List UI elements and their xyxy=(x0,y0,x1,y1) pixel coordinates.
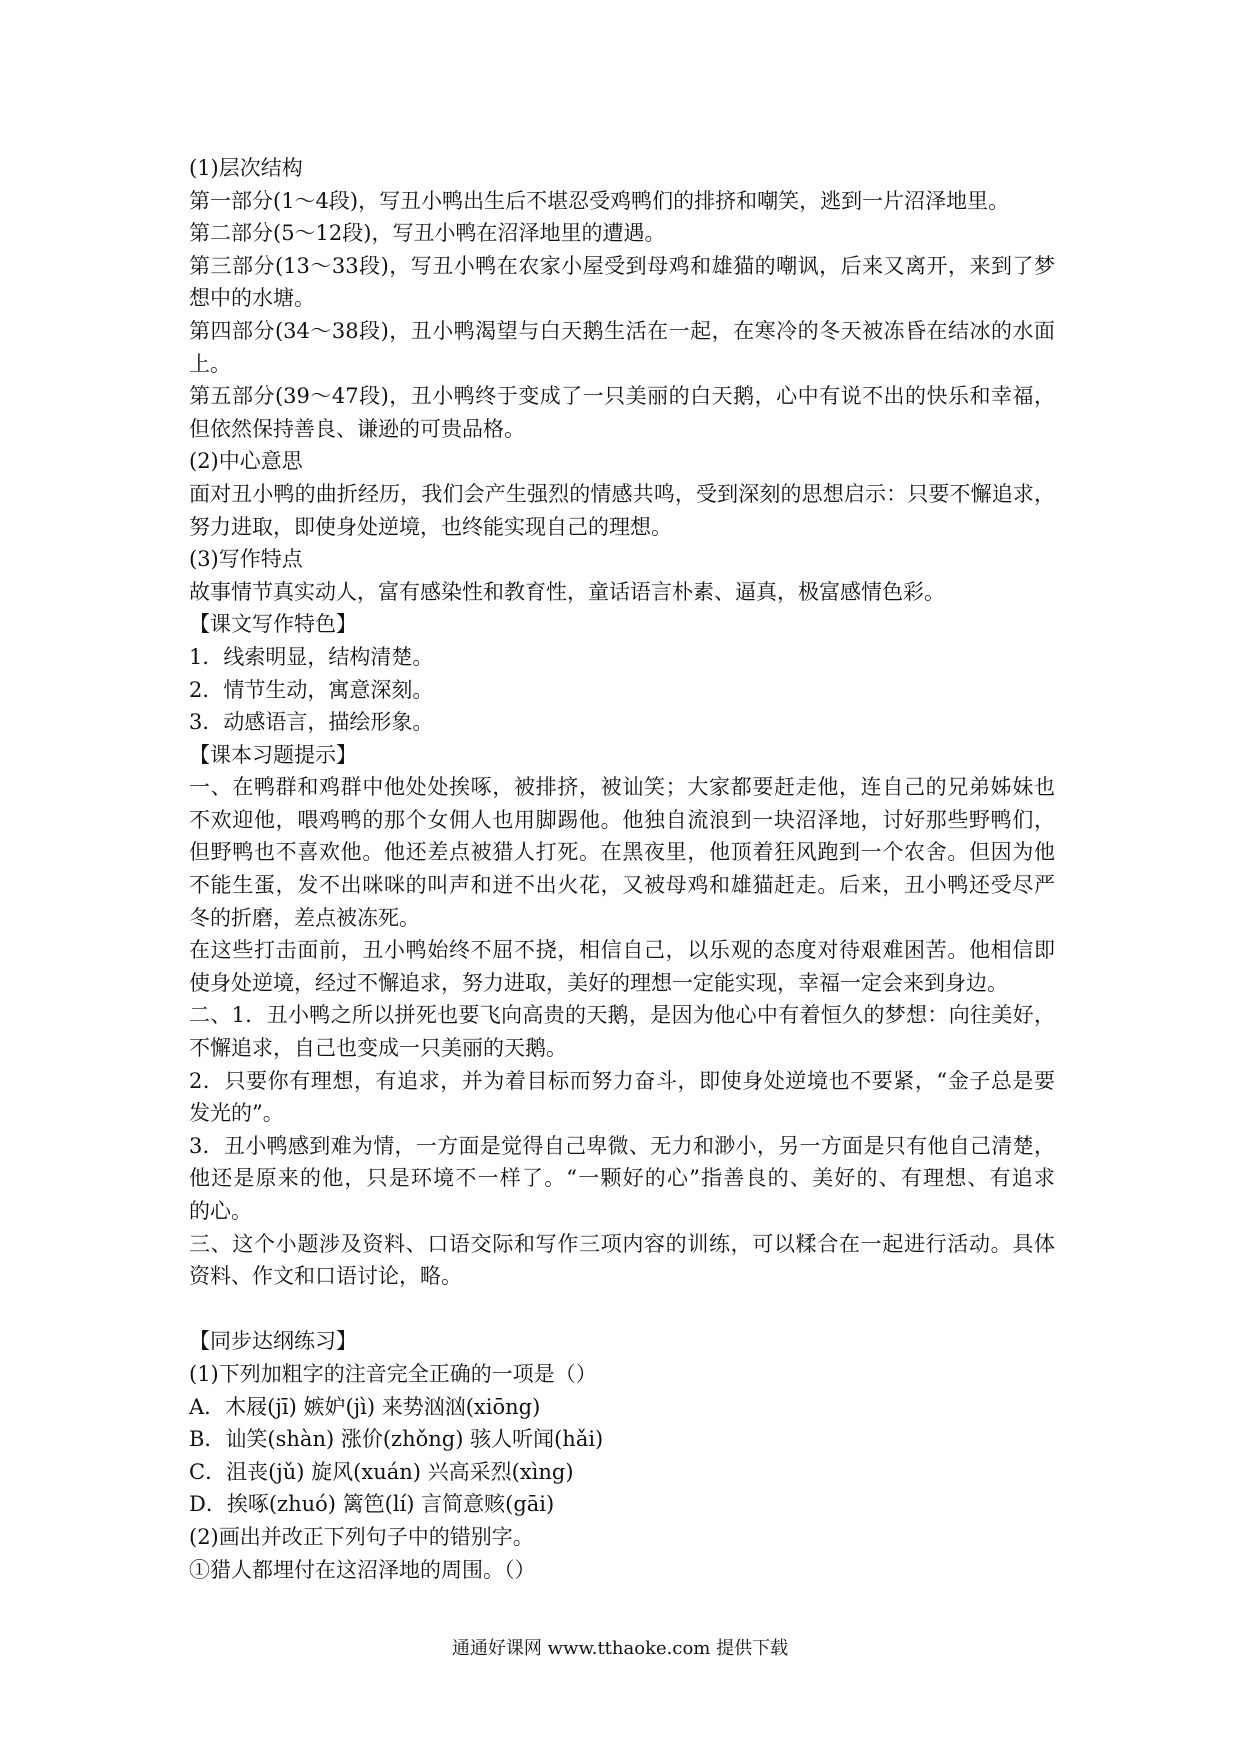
blank-line xyxy=(189,1293,1055,1326)
text-line: 不懈追求，自己也变成一只美丽的天鹅。 xyxy=(189,1036,567,1061)
text-line: 想中的水塘。 xyxy=(189,286,315,311)
text-line: 发光的”。 xyxy=(189,1101,284,1126)
text-line: 不能生蛋，发不出咪咪的叫声和迸不出火花，又被母鸡和雄猫赶走。后来，丑小鸭还受尽严 xyxy=(189,873,1055,898)
text-line: 二、1．丑小鸭之所以拼死也要飞向高贵的天鹅，是因为他心中有着恒久的梦想：向往美好， xyxy=(189,1003,1055,1028)
text-line: 面对丑小鸭的曲折经历，我们会产生强烈的情感共鸣，受到深刻的思想启示：只要不懈追求， xyxy=(189,481,1055,506)
text-line: 一、在鸭群和鸡群中他处处挨啄，被排挤，被讪笑；大家都要赶走他，连自己的兄弟姊妹也 xyxy=(189,775,1055,800)
document-body xyxy=(189,152,1055,1586)
text-line: (3)写作特点 xyxy=(189,547,303,572)
text-line: 使身处逆境，经过不懈追求，努力进取，美好的理想一定能实现，幸福一定会来到身边。 xyxy=(189,970,1008,995)
text-line: 2．只要你有理想，有追求，并为着目标而努力奋斗，即使身处逆境也不要紧，“金子总是要 xyxy=(189,1068,1055,1093)
text-line: (1)层次结构 xyxy=(189,156,303,180)
text-line: A．木屐(jī) 嫉妒(jì) 来势汹汹(xiōng) xyxy=(189,1394,541,1419)
text-line: 第四部分(34～38段)，丑小鸭渴望与白天鹅生活在一起，在寒冷的冬天被冻昏在结冰的水面 xyxy=(189,318,1055,343)
text-line: (2)中心意思 xyxy=(189,449,303,474)
text-line: D．挨啄(zhuó) 篱笆(lí) 言简意赅(gāi) xyxy=(189,1492,555,1517)
text-line: (1)下列加粗字的注音完全正确的一项是（） xyxy=(189,1361,597,1386)
text-line: 第一部分(1～4段)，写丑小鸭出生后不堪忍受鸡鸭们的排挤和嘲笑，逃到一片沼泽地里。 xyxy=(189,188,1010,213)
text-line: (2)画出并改正下列句子中的错别字。 xyxy=(189,1524,534,1549)
text-line: 资料、作文和口语讨论，略。 xyxy=(189,1264,462,1289)
text-line: 第五部分(39～47段)，丑小鸭终于变成了一只美丽的白天鹅，心中有说不出的快乐和幸福， xyxy=(189,384,1055,409)
text-line: B．讪笑(shàn) 涨价(zhǒng) 骇人听闻(hǎi) xyxy=(189,1427,604,1452)
text-line: ①猎人都埋付在这沼泽地的周围。（） xyxy=(189,1557,536,1582)
text-line: 【课文写作特色】 xyxy=(189,612,357,637)
text-line: 1．线索明显，结构清楚。 xyxy=(189,644,434,669)
text-line: 在这些打击面前，丑小鸭始终不屈不挠，相信自己，以乐观的态度对待艰难困苦。他相信即 xyxy=(189,938,1055,963)
text-line: 2．情节生动，寓意深刻。 xyxy=(189,677,434,702)
text-line: 的心。 xyxy=(189,1199,252,1223)
text-line: 不欢迎他，喂鸡鸭的那个女佣人也用脚踢他。他独自流浪到一块沼泽地，讨好那些野鸭们， xyxy=(189,807,1055,832)
text-line: 3．动感语言，描绘形象。 xyxy=(189,710,434,735)
text-line: 【同步达纲练习】 xyxy=(189,1329,357,1354)
text-line: 但野鸭也不喜欢他。他还差点被猎人打死。在黑夜里，他顶着狂风跑到一个农舍。但因为他 xyxy=(189,840,1055,865)
text-line: 第三部分(13～33段)，写丑小鸭在农家小屋受到母鸡和雄猫的嘲讽，后来又离开，来到了梦 xyxy=(189,253,1055,278)
page-footer: 通通好课网 www.tthaoke.com 提供下载 xyxy=(451,1638,789,1659)
text-line: 【课本习题提示】 xyxy=(189,742,357,767)
text-line: 努力进取，即使身处逆境，也终能实现自己的理想。 xyxy=(189,514,672,539)
text-line: 3．丑小鸭感到难为情，一方面是觉得自己卑微、无力和渺小，另一方面是只有他自己清楚， xyxy=(189,1133,1055,1158)
text-line: 但依然保持善良、谦逊的可贵品格。 xyxy=(189,416,525,441)
text-line: C．沮丧(jǔ) 旋风(xuán) 兴高采烈(xìng) xyxy=(189,1459,574,1484)
text-line: 故事情节真实动人，富有感染性和教育性，童话语言朴素、逼真，极富感情色彩。 xyxy=(189,579,945,604)
text-line: 冬的折磨，差点被冻死。 xyxy=(189,905,420,930)
text-line: 三、这个小题涉及资料、口语交际和写作三项内容的训练，可以糅合在一起进行活动。具体 xyxy=(189,1231,1055,1256)
text-line: 他还是原来的他，只是环境不一样了。“一颗好的心”指善良的、美好的、有理想、有追求 xyxy=(189,1166,1055,1191)
text-line: 第二部分(5～12段)，写丑小鸭在沼泽地里的遭遇。 xyxy=(189,221,666,246)
text-line: 上。 xyxy=(189,351,231,376)
